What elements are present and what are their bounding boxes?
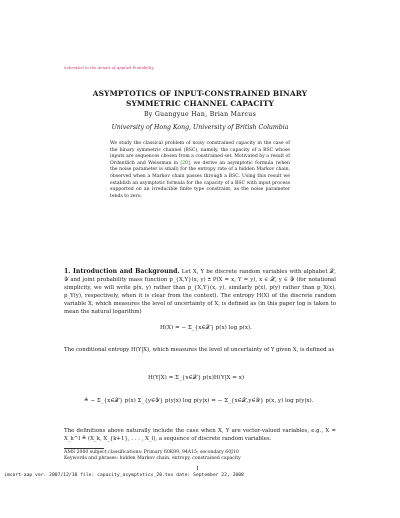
- intro-paragraph-3: The definitions above naturally include the case when X, Y are vector-valued variables, e.g., X = X_k^l ≜ (X_k, X_{k+1}, . . . , X_l), a sequence of discrete random variables.: [64, 428, 336, 442]
- page-number: 1: [196, 466, 200, 472]
- footnote-keywords: Keywords and phrases: hidden Markov chain, entropy, constrained capacity: [64, 456, 241, 461]
- abstract-text-1: We study the classical problem of noisy constrained capacity in the case of the binary symmetric channel (BSC), namely, the capacity of a BSC whose inputs are sequences chosen from a constrained set. Motivated by a result of Ordentlich and Weissman in: [110, 141, 290, 166]
- submission-note: Submitted to the Annals of Applied Probability: [64, 66, 154, 70]
- abstract-text-2: , we derive an asymptotic formula (when the noise parameter is small) for the entropy rate of a hidden Markov chain, observed when a Markov chain passes through a BSC. Using this result we establish an asymptotic formula for the capacity of a BSC with input process supported on an irreducible finite type constraint, as the noise parameter tends to zero.: [110, 160, 290, 199]
- equation-conditional-entropy: H(Y|X) = Σ_{x∈𝒳} p(x)H(Y|X = x): [148, 375, 245, 381]
- title-line-2: SYMMETRIC CHANNEL CAPACITY: [125, 99, 275, 108]
- affiliation: University of Hong Kong, University of British Columbia: [111, 124, 289, 131]
- title-line-1: ASYMPTOTICS OF INPUT-CONSTRAINED BINARY: [92, 89, 308, 98]
- authors: By Guangyue Han, Brian Marcus: [143, 111, 257, 118]
- footnote-ams: AMS 2000 subject classifications: Primary 60K99, 94A15; secondary 60J10: [64, 450, 239, 455]
- citation-link[interactable]: [20]: [180, 160, 190, 166]
- paper-title: [60, 89, 340, 109]
- intro-text-1: Let X, Y be discrete random variables with alphabet 𝒳, 𝒴 and joint probability mass function p_{X,Y}(x, y) ≜ P(X = x, Y = y), x ∈ 𝒳, y ∈ 𝒴 (for notational simplicity, we will write p(x, y) rather than p_{X,Y}(x, y), similarly p(x), p(y) rather than p_X(x), p_Y(y), respectively, when it is clear from the context). The entropy H(X) of the discrete random variable X, which measures the level of uncertainty of X, is defined as (in this paper log is taken to mean the natural logarithm): [64, 269, 336, 315]
- section-heading: 1. Introduction and Background.: [64, 268, 180, 275]
- intro-paragraph-1: [64, 268, 336, 316]
- file-info-footer: imsart-aap ver. 2007/12/10 file: capacity_asymptotics_20.tex date: September 22, 2008: [4, 473, 244, 478]
- footnote-rule: [64, 448, 104, 449]
- abstract: [110, 141, 290, 200]
- equation-entropy: H(X) = − Σ_{x∈𝒳} p(x) log p(x).: [160, 325, 252, 331]
- equation-conditional-entropy-expanded: ≜ − Σ_{x∈𝒳} p(x) Σ_{y∈𝒴} p(y|x) log p(y|x) = − Σ_{x∈𝒳,y∈𝒴} p(x, y) log p(y|x).: [84, 398, 314, 404]
- intro-paragraph-2: The conditional entropy H(Y|X), which measures the level of uncertainty of Y given X, is defined as: [64, 347, 335, 353]
